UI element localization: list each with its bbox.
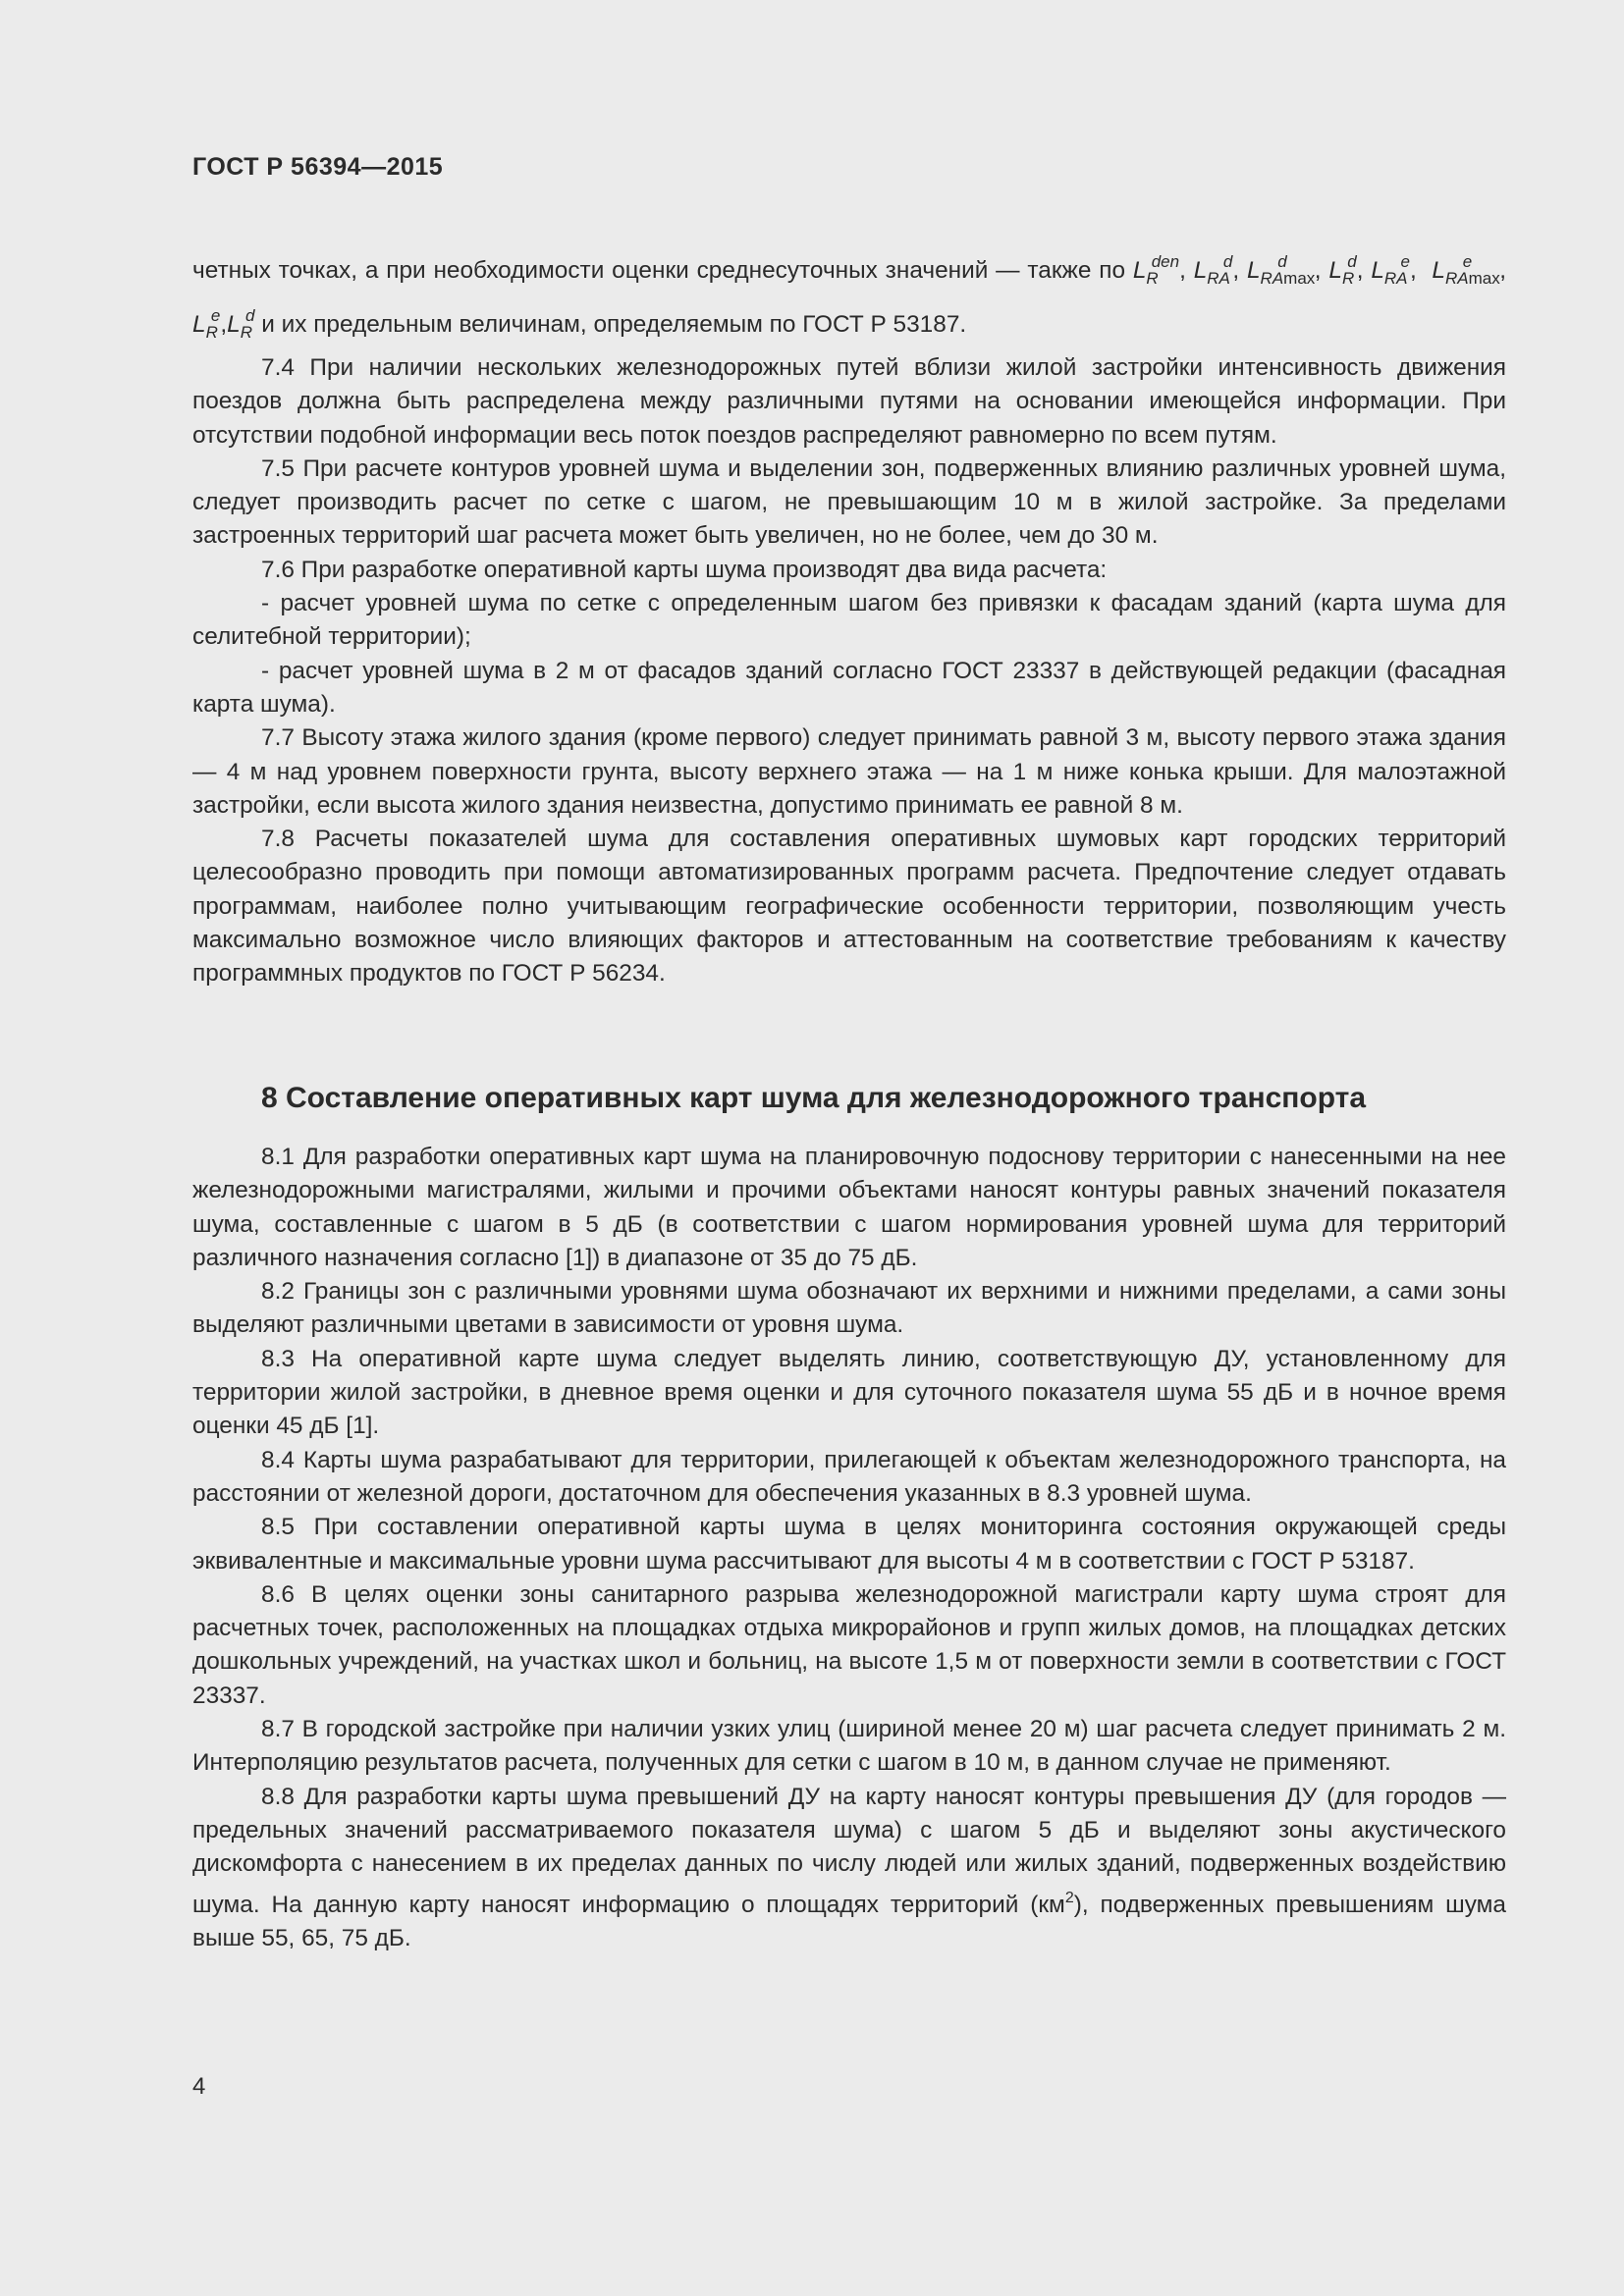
paragraph-8-6: 8.6 В целях оценки зоны санитарного разрыва железнодорожной магистрали карту шума строят для расчетных точек, расположенных на площадках отдыха микрорайонов и групп жилых домов, на площадках детских дошкольных учреждений, на участках школ и больниц, на высоте 1,5 м от поверхности земли в соответствии с ГОСТ 23337.	[192, 1580, 1506, 1709]
paragraph-8-3: 8.3 На оперативной карте шума следует выделять линию, соответствующую ДУ, установленному для территории жилой застройки, в дневное время оценки и для суточного показателя шума 55 дБ и в ночное время оценки 45 дБ [1].	[192, 1345, 1506, 1440]
document-header-title: ГОСТ Р 56394—2015	[192, 153, 444, 181]
paragraph-7-8: 7.8 Расчеты показателей шума для составления оперативных шумовых карт городских территорий целесообразно проводить при помощи автоматизированных программ расчета. Предпочтение следует отдавать программам, наиболее полно учитывающим географические особенности территории, позволяющим учесть максимально возможное число влияющих факторов и аттестованным на соответствие требованиям к качеству программных продуктов по ГОСТ Р 56234.	[192, 826, 1506, 988]
section-8-heading: 8 Составление оперативных карт шума для железнодорожного транспорта	[261, 1082, 1367, 1114]
paragraph-8-1: 8.1 Для разработки оперативных карт шума на планировочную подоснову территории с нанесенными на нее железнодорожными магистралями, жилыми и прочими объектами наносят контуры равных значений показателя шума, составленные с шагом в 5 дБ (в соответствии с шагом нормирования уровней шума для территорий различного назначения согласно [1]) в диапазоне от 35 до 75 дБ.	[192, 1144, 1506, 1271]
formula-l-ramax-d: $L_{RAmax}^d$	[1246, 252, 1316, 288]
paragraph-8-8-main: 8.8 Для разработки карты шума превышений ДУ на карту наносят контуры превышения ДУ (для городов — предельных значений рассматриваемого показателя шума) с шагом 5 дБ и выделяют зоны акустического дискомфорта с нанесением в их пределах данных по числу людей или жилых зданий, подверженных воздействию шума. На данную карту наносят информацию о площадях территорий (км	[192, 1783, 1506, 1918]
paragraph-7-6-item-2: - расчет уровней шума в 2 м от фасадов зданий согласно ГОСТ 23337 в действующей редакции (фасадная карта шума).	[192, 657, 1506, 718]
formula-l-ramax-e: $L_{RAmax}^e$	[1432, 252, 1500, 288]
km-squared-superscript: 2	[1064, 1889, 1074, 1906]
page-number: 4	[192, 2073, 206, 2100]
paragraph-8-8	[192, 1781, 1506, 1955]
formula-l-r-d-2: $L_R^d$	[227, 306, 255, 342]
paragraph-8-8-tail: ), подверженных превышениям шума выше 55, 65, 75 дБ.	[192, 1891, 1506, 1951]
formula-l-ra-e: $L_{RA}^e$	[1371, 252, 1410, 288]
paragraph-7-4: 7.4 При наличии нескольких железнодорожных путей вблизи жилой застройки интенсивность движения поездов должна быть распределена между различными путями на основании имеющейся информации. При отсутствии подобной информации весь поток поездов распределяют равномерно по всем путям.	[192, 354, 1506, 449]
formula-l-r-d: $L_R^d$	[1328, 252, 1357, 288]
paragraph-7-5: 7.5 При расчете контуров уровней шума и выделении зон, подверженных влиянию различных уровней шума, следует производить расчет по сетке с шагом, не превышающим 10 м в жилой застройке. За пределами застроенных территорий шаг расчета может быть увеличен, но не более, чем до 30 м.	[192, 454, 1506, 550]
intro-line1-text: четных точках, а при необходимости оценки среднесуточных значений — также по	[192, 257, 1126, 284]
paragraph-7-7: 7.7 Высоту этажа жилого здания (кроме первого) следует принимать равной 3 м, высоту первого этажа здания — 4 м над уровнем поверхности грунта, высоту верхнего этажа — на 1 м ниже конька крыши. Для малоэтажной застройки, если высота жилого здания неизвестна, допустимо принимать ее равной 8 м.	[192, 724, 1506, 819]
paragraph-7-6: 7.6 При разработке оперативной карты шума производят два вида расчета:	[261, 556, 1108, 583]
paragraph-8-4: 8.4 Карты шума разрабатывают для территории, прилегающей к объектам железнодорожного транспорта, на расстоянии от железной дороги, достаточном для обеспечения указанных в 8.3 уровней шума.	[192, 1446, 1506, 1507]
section-7-continuation	[192, 243, 1506, 991]
formula-l-ra-d: $L_{RA}^d$	[1193, 252, 1233, 288]
paragraph-8-5: 8.5 При составлении оперативной карты шума в целях мониторинга состояния окружающей среды эквивалентные и максимальные уровни шума рассчитывают для высоты 4 м в соответствии с ГОСТ Р 53187.	[192, 1514, 1506, 1575]
paragraph-8-7: 8.7 В городской застройке при наличии узких улиц (шириной менее 20 м) шаг расчета следует принимать 2 м. Интерполяцию результатов расчета, полученных для сетки с шагом в 10 м, в данном случае не применяют.	[192, 1716, 1506, 1777]
intro-paragraph: четных точках, а при необходимости оценки среднесуточных значений — также по $L_R^{den}$, $L_{RA}^d$, $L_{RAmax}^d$ , $L_R^d$, $L_{RA}^e$, $L_{RAmax}^e$ $,L_R^e,L_R^d$ и их предельным величинам, определяемым по ГОСТ Р 53187.	[192, 243, 1506, 351]
formula-l-r-e: $L_R^e$	[192, 306, 221, 342]
formula-l-r-den: $L_R^{den}$	[1132, 252, 1180, 288]
intro-line2-tail: и их предельным величинам, определяемым по ГОСТ Р 53187.	[261, 311, 967, 338]
paragraph-8-2: 8.2 Границы зон с различными уровнями шума обозначают их верхними и нижними пределами, а сами зоны выделяют различными цветами в зависимости от уровня шума.	[192, 1278, 1506, 1339]
paragraph-7-6-item-1: - расчет уровней шума по сетке с определенным шагом без привязки к фасадам зданий (карта шума для селитебной территории);	[192, 590, 1506, 651]
section-8-body	[192, 1141, 1506, 1955]
